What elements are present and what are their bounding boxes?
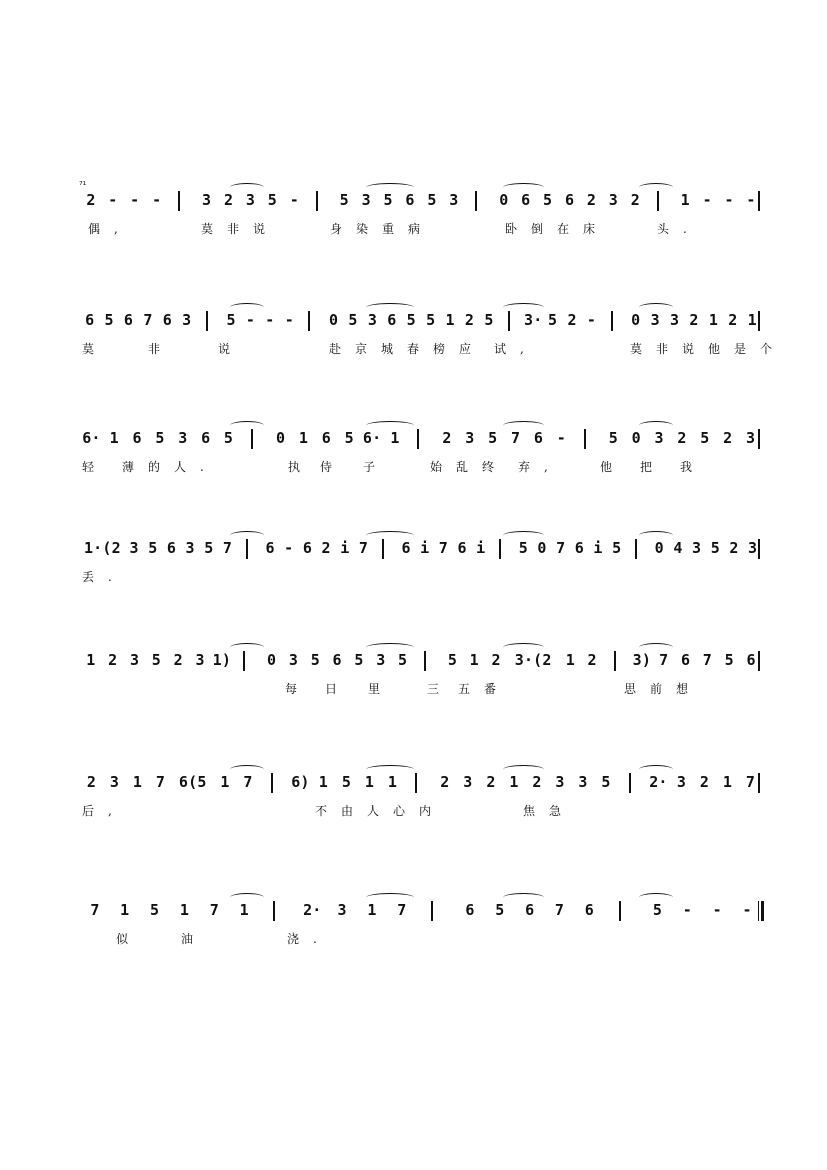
lyric-line	[80, 679, 765, 699]
note: 7	[659, 651, 669, 669]
note: 2	[587, 651, 597, 669]
note: 1	[509, 773, 519, 791]
bar-line	[508, 311, 510, 331]
note: 5	[104, 311, 114, 329]
note: 5	[427, 191, 437, 209]
note: 3	[288, 651, 299, 669]
note: 7	[209, 901, 219, 919]
note: 5	[700, 429, 710, 447]
note: 6	[465, 901, 475, 919]
sustain-dash: -	[586, 311, 597, 329]
note: 5	[495, 901, 505, 919]
note: 2	[86, 773, 97, 791]
note: 3	[195, 651, 205, 669]
note: 3	[182, 311, 192, 329]
note: 6	[584, 901, 595, 919]
note: 6·	[82, 429, 101, 447]
note: 6	[521, 191, 531, 209]
note: i	[340, 539, 350, 557]
note: 0	[328, 311, 339, 329]
note: 1	[132, 773, 143, 791]
note: 5	[341, 773, 352, 791]
notation-line	[80, 895, 765, 925]
note: 1	[387, 773, 398, 791]
note: 3	[337, 901, 347, 919]
note: 2	[677, 429, 687, 447]
sustain-dash: -	[265, 311, 275, 329]
note: 0	[537, 539, 547, 557]
note: 2	[464, 311, 475, 329]
sustain-dash: -	[556, 429, 566, 447]
note: 3	[178, 429, 188, 447]
bar-line	[178, 191, 180, 211]
note: 2·	[303, 901, 322, 919]
notation-line	[80, 645, 765, 675]
note: 2	[173, 651, 183, 669]
note: 5	[223, 429, 234, 447]
note: 5	[612, 539, 622, 557]
note: 6	[123, 311, 134, 329]
note: 2	[321, 539, 331, 557]
note: 0	[631, 311, 641, 329]
note: 1)	[212, 651, 232, 669]
note: 6	[132, 429, 142, 447]
sustain-dash: -	[284, 539, 294, 557]
note: 7	[554, 901, 565, 919]
lyric-text: 莫非说	[201, 222, 280, 236]
note: 1	[469, 651, 479, 669]
note: 5	[710, 539, 720, 557]
slur-mark	[639, 893, 673, 902]
notation-line	[80, 533, 765, 563]
note: 6	[401, 539, 411, 557]
note: 2	[729, 539, 739, 557]
lyric-text: 子	[363, 460, 376, 474]
note: 5	[406, 311, 416, 329]
note: 6	[162, 311, 172, 329]
note: 6	[321, 429, 331, 447]
note: 7	[438, 539, 449, 557]
note: 5	[155, 429, 165, 447]
lyric-text: 执	[288, 460, 301, 474]
slur-mark	[230, 183, 264, 192]
note: 1	[390, 429, 400, 447]
sustain-dash: -	[712, 901, 722, 919]
lyric-text: 轻	[82, 460, 95, 474]
note: i	[420, 539, 430, 557]
note: 2	[442, 429, 452, 447]
note: 1	[298, 429, 309, 447]
bar-line	[475, 191, 477, 211]
lyric-line	[80, 457, 765, 477]
note: 2	[699, 773, 710, 791]
note: 6	[85, 311, 95, 329]
note: 2	[491, 651, 501, 669]
note: 2	[108, 651, 118, 669]
slur-mark	[366, 183, 414, 192]
note: 3	[361, 191, 371, 209]
note: 2	[486, 773, 496, 791]
note: 7	[222, 539, 233, 557]
slur-mark	[639, 765, 673, 774]
note: 3	[748, 539, 758, 557]
lyric-text: 始乱终	[430, 460, 509, 474]
note: 5	[488, 429, 498, 447]
note: 5	[339, 191, 349, 209]
sustain-dash: -	[746, 191, 756, 209]
note: 2	[630, 191, 640, 209]
note: 6	[564, 191, 575, 209]
note: 6·	[362, 429, 382, 447]
slur-mark	[639, 643, 673, 652]
note: 3	[185, 539, 195, 557]
bar-line	[584, 429, 586, 449]
lyric-text: 油	[181, 932, 194, 946]
slur-mark	[230, 765, 264, 774]
bar-line	[431, 901, 433, 921]
sustain-dash: -	[284, 311, 294, 329]
lyric-text: 似	[116, 932, 129, 946]
lyric-line	[80, 801, 765, 821]
bar-line	[415, 773, 417, 793]
note: 3	[109, 773, 120, 791]
lyric-text: 试,	[494, 342, 538, 356]
lyric-line	[80, 567, 765, 587]
note: 1	[86, 651, 96, 669]
note: 2	[723, 429, 733, 447]
sustain-dash: -	[245, 311, 256, 329]
note: 6	[533, 429, 544, 447]
note: 3	[654, 429, 664, 447]
bar-line	[499, 539, 501, 559]
slur-mark	[503, 303, 544, 312]
note: 2	[586, 191, 597, 209]
note: 7	[745, 773, 756, 791]
note: 6	[405, 191, 415, 209]
note: 3·(2	[514, 651, 552, 669]
note: 6	[302, 539, 313, 557]
slur-mark	[366, 765, 414, 774]
note: 5	[652, 901, 663, 919]
note: 3	[202, 191, 212, 209]
bar-line	[635, 539, 637, 559]
note: 2	[728, 311, 738, 329]
bar-line	[619, 901, 621, 921]
lyric-text: 日	[325, 682, 338, 696]
bar-line	[246, 539, 248, 559]
final-bar-line	[758, 901, 764, 921]
note: 1	[120, 901, 130, 919]
lyric-text: 把	[640, 460, 653, 474]
note: 3	[608, 191, 619, 209]
bar-line	[243, 651, 245, 671]
note: 5	[601, 773, 611, 791]
note: 5	[354, 651, 364, 669]
lyric-text: 不由人心内	[315, 804, 446, 818]
bar-line	[611, 311, 613, 331]
note: 3	[692, 539, 702, 557]
note: 7	[702, 651, 713, 669]
slur-mark	[503, 531, 544, 540]
note: 0	[654, 539, 664, 557]
lyric-text: 思前想	[624, 682, 703, 696]
slur-mark	[503, 183, 544, 192]
bar-line	[758, 429, 760, 449]
note: 2	[86, 191, 96, 209]
slur-mark	[503, 421, 544, 430]
lyric-text: 非	[148, 342, 161, 356]
slur-mark	[503, 893, 544, 902]
lyric-text: 里	[368, 682, 381, 696]
note: 5	[426, 311, 436, 329]
note: 1	[747, 311, 757, 329]
bar-line	[614, 651, 616, 671]
note: 0	[276, 429, 286, 447]
lyric-text: 薄的人.	[122, 460, 218, 474]
notation-line	[80, 423, 765, 453]
note: 5	[548, 311, 558, 329]
notation-line	[80, 305, 765, 335]
note: 7	[510, 429, 521, 447]
lyric-text: 赴京城春榜应	[329, 342, 486, 356]
note: 2	[567, 311, 577, 329]
sustain-dash: -	[742, 901, 752, 919]
slur-mark	[503, 643, 544, 652]
slur-mark	[639, 531, 673, 540]
note: 3	[463, 773, 473, 791]
lyric-text: 三	[427, 682, 440, 696]
bar-line	[308, 311, 310, 331]
note: 7	[243, 773, 253, 791]
notation-line	[80, 185, 765, 215]
bar-line	[758, 191, 760, 211]
note: 3·	[524, 311, 543, 329]
note: 5	[148, 539, 158, 557]
note: 6	[201, 429, 211, 447]
note: 3	[129, 651, 140, 669]
lyric-text: 莫非说他是个	[630, 342, 787, 356]
bar-line	[206, 311, 208, 331]
note: 5	[383, 191, 393, 209]
lyric-line	[80, 219, 765, 239]
note: 5	[608, 429, 619, 447]
note: 3	[245, 191, 256, 209]
bar-line	[271, 773, 273, 793]
note: 5	[543, 191, 553, 209]
lyric-text: 说	[218, 342, 231, 356]
note: 2	[532, 773, 542, 791]
lyric-text: 头.	[657, 222, 701, 236]
note: 3	[650, 311, 660, 329]
note: 6	[387, 311, 397, 329]
bar-line	[382, 539, 384, 559]
note: 3)	[632, 651, 652, 669]
note: 1	[179, 901, 190, 919]
note: 5	[150, 901, 160, 919]
sustain-dash: -	[152, 191, 162, 209]
lyric-text: 身染重病	[330, 222, 435, 236]
note: 1	[680, 191, 690, 209]
lyric-text: 偶,	[88, 222, 132, 236]
sustain-dash: -	[702, 191, 712, 209]
note: 5	[398, 651, 408, 669]
bar-line	[417, 429, 419, 449]
lyric-text: 他	[600, 460, 613, 474]
note: 7	[556, 539, 566, 557]
note: 6	[525, 901, 535, 919]
sustain-dash: -	[724, 191, 734, 209]
note: 5	[447, 651, 458, 669]
lyric-text: 每	[285, 682, 298, 696]
slur-mark	[230, 643, 264, 652]
note: 5	[151, 651, 162, 669]
sustain-dash: -	[130, 191, 140, 209]
note: 7	[358, 539, 369, 557]
note: 1	[364, 773, 375, 791]
note: 1	[565, 651, 575, 669]
bar-line	[758, 539, 760, 559]
slur-mark	[366, 643, 414, 652]
lyric-text: 我	[680, 460, 693, 474]
note: 6	[680, 651, 691, 669]
slur-mark	[639, 421, 673, 430]
slur-mark	[366, 893, 414, 902]
slur-mark	[230, 421, 264, 430]
slur-mark	[639, 303, 673, 312]
note: 2	[223, 191, 234, 209]
note: 1	[445, 311, 455, 329]
note: 3	[745, 429, 756, 447]
lyric-text: 焦急	[523, 804, 576, 818]
slur-mark	[366, 303, 414, 312]
note: 3	[669, 311, 680, 329]
note: 6	[574, 539, 584, 557]
bar-line	[758, 311, 760, 331]
note: 6	[746, 651, 756, 669]
note: 6	[265, 539, 275, 557]
note: 6	[332, 651, 342, 669]
note: 7	[397, 901, 407, 919]
bar-line	[758, 773, 760, 793]
lyric-text: 丢.	[82, 570, 126, 584]
bar-line	[251, 429, 253, 449]
note: 1	[318, 773, 329, 791]
note: 5	[724, 651, 734, 669]
note: i	[476, 539, 486, 557]
note: 1	[239, 901, 249, 919]
note: 5	[267, 191, 278, 209]
note: 6(5	[178, 773, 207, 791]
slur-mark	[230, 893, 264, 902]
note: 3	[578, 773, 588, 791]
sustain-dash: -	[682, 901, 692, 919]
slur-mark	[503, 765, 544, 774]
lyric-line	[80, 929, 765, 949]
bar-line	[316, 191, 318, 211]
notation-line	[80, 767, 765, 797]
note: 3	[449, 191, 459, 209]
sustain-dash: -	[108, 191, 118, 209]
note: 2	[689, 311, 699, 329]
note: 1·(2	[83, 539, 121, 557]
note: 1	[109, 429, 119, 447]
note: 0	[631, 429, 641, 447]
note: 7	[143, 311, 153, 329]
note: 6	[457, 539, 467, 557]
bar-line	[629, 773, 631, 793]
tempo-mark: ⁷¹	[79, 181, 87, 191]
note: 1	[220, 773, 230, 791]
lyric-text: 莫	[82, 342, 95, 356]
slur-mark	[366, 421, 414, 430]
sustain-dash: -	[289, 191, 299, 209]
bar-line	[657, 191, 659, 211]
bar-line	[758, 651, 760, 671]
lyric-text: 浇.	[287, 932, 331, 946]
note: 7	[155, 773, 166, 791]
slur-mark	[230, 531, 264, 540]
note: 2	[440, 773, 450, 791]
note: 3	[465, 429, 475, 447]
lyric-text: 后,	[82, 804, 126, 818]
bar-line	[273, 901, 275, 921]
note: 1	[722, 773, 733, 791]
slur-mark	[230, 303, 264, 312]
note: 6	[166, 539, 177, 557]
note: 5	[310, 651, 320, 669]
note: 1	[367, 901, 377, 919]
note: 2·	[649, 773, 668, 791]
slur-mark	[366, 531, 414, 540]
note: 0	[267, 651, 277, 669]
note: 3	[129, 539, 139, 557]
lyric-text: 卧倒在床	[505, 222, 610, 236]
lyric-text: 弃,	[518, 460, 562, 474]
note: 1	[708, 311, 719, 329]
note: 3	[367, 311, 378, 329]
note: 5	[484, 311, 494, 329]
note: 3	[376, 651, 386, 669]
note: 3	[555, 773, 565, 791]
note: 3	[676, 773, 687, 791]
note: 5	[348, 311, 358, 329]
note: 5	[518, 539, 528, 557]
lyric-text: 侍	[320, 460, 333, 474]
note: 5	[226, 311, 236, 329]
note: 5	[344, 429, 354, 447]
note: 6)	[291, 773, 310, 791]
lyric-text: 五番	[458, 682, 511, 696]
note: 5	[204, 539, 214, 557]
note: 4	[673, 539, 683, 557]
note: 0	[499, 191, 509, 209]
lyric-line	[80, 339, 787, 359]
note: 7	[90, 901, 100, 919]
bar-line	[424, 651, 426, 671]
slur-mark	[639, 183, 673, 192]
note: i	[593, 539, 603, 557]
